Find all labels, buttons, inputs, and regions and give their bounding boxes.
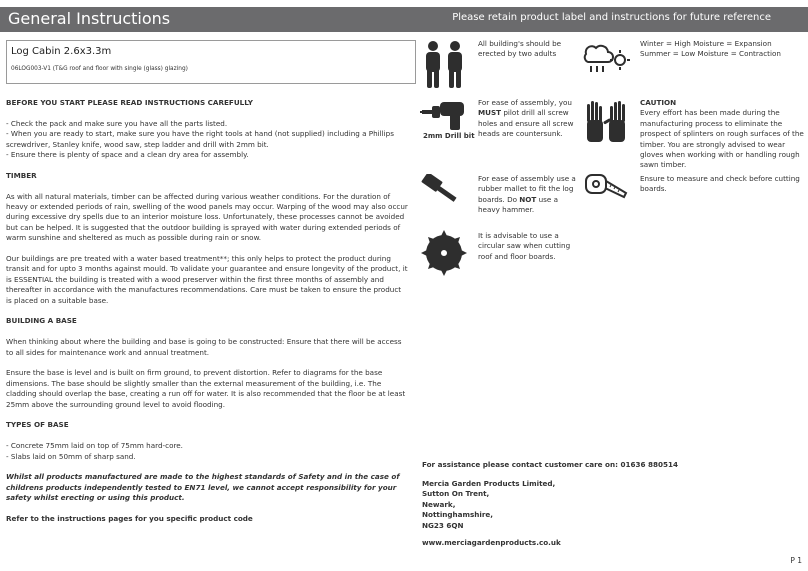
before-start-heading: BEFORE YOU START PLEASE READ INSTRUCTIONS CAREFULLY	[6, 98, 253, 107]
address-block	[422, 479, 555, 531]
caution-text: Every effort has been made during the manufacturing process to eliminate the prospect of splinters on rough surfaces of the timber. You are strongly advised to wear gloves when working with or handling rough sawn timber.	[640, 108, 804, 170]
before-start-line: - When you are ready to start, make sure you have the right tools at hand (not supplied) including a Phillips screwdriver, Stanley knife, wood saw, step ladder and drill with 2mm bit.	[6, 129, 394, 149]
caution-heading: CAUTION	[640, 98, 677, 107]
timber-heading: TIMBER	[6, 170, 37, 180]
building-base-para: Ensure the base is level and is built on firm ground, to prevent distortion. Refer to diagrams for the base dimensions. The base should be slightly smaller than the external measurement of the building, i.e. The cladding should overlap the base, creating a run off for water. It is also recommended that the floor be at least 25mm above the surrounding ground level to avoid flooding.	[6, 368, 406, 409]
left-column	[6, 98, 408, 524]
two-people-icon	[418, 40, 470, 92]
building-base-heading: BUILDING A BASE	[6, 316, 77, 326]
refer-note: Refer to the instructions pages for you specific product code	[6, 514, 253, 524]
company-name: Mercia Garden Products Limited,	[422, 479, 556, 488]
product-name: Log Cabin 2.6x3.3m	[11, 46, 112, 57]
timber-para: Our buildings are pre treated with a water based treatment**; this only helps to protect the product during transit and for upto 3 months against mould. To validate your guarantee and ensure longevity of the product, it is ESSENTIAL the building is treated with a wood preserver within the first three months of assembly and thereafter in accordance with the manufactures recommendations. Care must be taken to ensure the product is placed on a suitable base.	[6, 254, 408, 305]
weather-text	[640, 39, 805, 60]
header-note: Please retain product label and instructions for future reference	[452, 12, 771, 23]
tape-measure-icon	[584, 172, 630, 200]
types-base-heading: TYPES OF BASE	[6, 420, 69, 430]
before-start-line: - Check the pack and make sure you have all the parts listed.	[6, 118, 228, 128]
types-base-line: - Concrete 75mm laid on top of 75mm hard-core.	[6, 441, 183, 451]
timber-para: As with all natural materials, timber can be affected during various weather conditions. For the duration of heavy or extended periods of rain, swelling of the wood panels may occur. Warping of the wood may also occur during excessive dry spells due to an interior moisture loss. Unfortunately, these processes cannot be avoided but can be helped. It is suggested that the outdoor building is sprayed with water during extended periods of warm sunshine and sheltered as much as possible during rain or snow.	[6, 191, 408, 243]
mallet-icon	[421, 174, 461, 210]
drill-text: For ease of assembly, you MUST pilot drill all screw holes and ensure all screw heads are countersunk.	[478, 98, 574, 139]
header-bar	[0, 7, 808, 32]
gloves-icon	[583, 98, 631, 146]
address-line: Newark,	[422, 499, 456, 509]
adults-text: All building's should be erected by two adults	[478, 39, 562, 59]
product-code: 06LOG003-V1 (T&G roof and floor with single (glass) glazing)	[11, 66, 188, 72]
page-number: P 1	[790, 556, 802, 565]
postcode: NG23 6QN	[422, 520, 464, 530]
saw-text: It is advisable to use a circular saw when cutting roof and floor boards.	[478, 231, 571, 261]
address-line: Nottinghamshire,	[422, 510, 494, 520]
before-start-line: - Ensure there is plenty of space and a clean dry area for assembly.	[6, 150, 249, 160]
building-base-para: When thinking about where the building and base is going to be constructed: Ensure that there will be access to all sides for maintenance work and annual treatment.	[6, 337, 402, 357]
weather-winter: Winter = High Moisture = Expansion	[640, 39, 772, 48]
drill-icon	[420, 98, 468, 130]
circular-saw-icon	[421, 230, 467, 276]
address-line: Sutton On Trent,	[422, 489, 490, 499]
types-base-line: - Slabs laid on 50mm of sharp sand.	[6, 451, 136, 461]
care-line: For assistance please contact customer care on: 01636 880514	[422, 460, 678, 469]
disclaimer: Whilst all products manufactured are made to the highest standards of Safety and in the case of childrens products independently tested to EN71 level, we cannot accept responsibility for your safety whilst erecting or using this product.	[6, 472, 400, 503]
drill-caption: 2mm Drill bit	[423, 132, 475, 140]
website-link[interactable]: www.merciagardenproducts.co.uk	[422, 538, 561, 547]
page-title: General Instructions	[8, 9, 171, 28]
product-box	[6, 40, 416, 84]
mallet-text: For ease of assembly use a rubber mallet to fit the log boards. Do NOT use a heavy hammer.	[478, 174, 576, 215]
measure-text: Ensure to measure and check before cutting boards.	[640, 174, 800, 194]
weather-icon	[582, 38, 632, 76]
caution-block	[640, 98, 805, 171]
weather-summer: Summer = Low Moisture = Contraction	[640, 49, 781, 59]
